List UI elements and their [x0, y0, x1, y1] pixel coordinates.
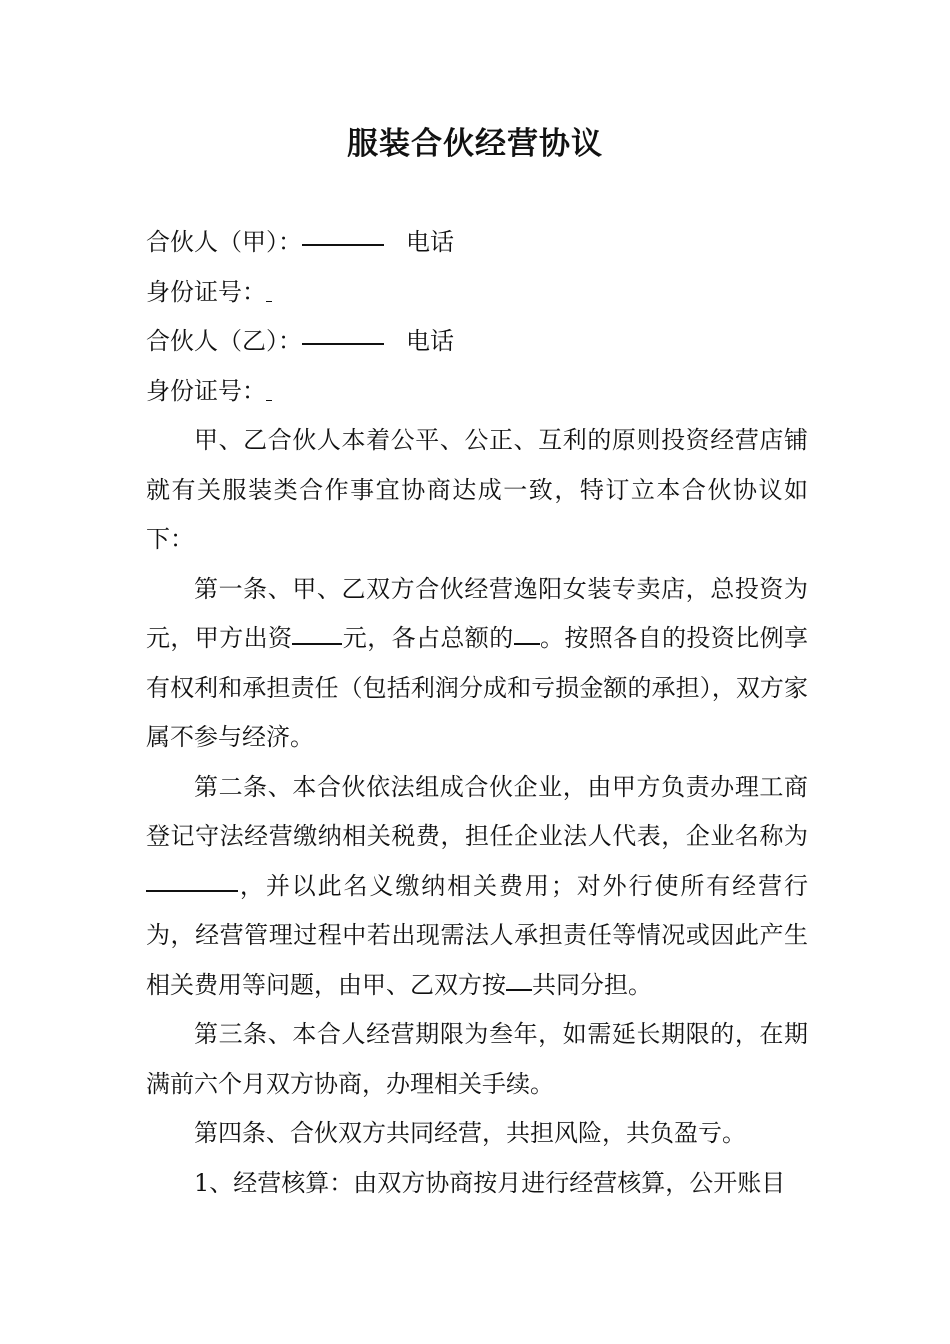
share-ratio-blank — [514, 643, 540, 645]
party-a-id-label: 身份证号： — [146, 277, 266, 306]
article-2-text-b: ，并以此名义缴纳相关费用；对外行使所有经营行为，经营管理过程中若出现需法人承担责任等情况或因此产生相关费用等问题，由甲、乙双方按 — [146, 871, 808, 999]
party-b-line — [146, 317, 808, 367]
article-2-paragraph — [146, 763, 808, 1011]
party-b-name-blank — [302, 343, 384, 345]
article-2-text-c: 共同分担。 — [532, 970, 652, 999]
party-a-label: 合伙人（甲）： — [146, 228, 302, 256]
cost-share-blank — [506, 989, 532, 991]
party-a-investment-blank — [292, 643, 342, 645]
document-body — [146, 218, 808, 1208]
party-b-id-label: 身份证号： — [146, 376, 266, 405]
company-name-blank — [146, 890, 238, 892]
article-2-text-a: 第二条、本合伙依法组成合伙企业，由甲方负责办理工商登记守法经营缴纳相关税费，担任企业法人代表，企业名称为 — [146, 772, 808, 850]
party-a-name-blank — [302, 244, 384, 246]
intro-paragraph: 甲、乙合伙人本着公平、公正、互利的原则投资经营店铺就有关服装类合作事宜协商达成一致，特订立本合伙协议如下： — [146, 426, 808, 553]
party-b-id-blank — [266, 400, 272, 401]
party-b-id-line — [146, 367, 808, 417]
document-title: 服装合伙经营协议 — [347, 126, 603, 162]
article-1-paragraph — [146, 565, 808, 763]
party-a-phone-label: 电话 — [406, 228, 454, 256]
party-a-line — [146, 218, 808, 268]
article-1-text-b: 元，各占总额的 — [342, 624, 514, 652]
article-1-text-a: 第一条、甲、乙双方合伙经营逸阳女装专卖店，总投资为元，甲方出资 — [146, 574, 808, 652]
article-4-paragraph: 第四条、合伙双方共同经营，共担风险，共负盈亏。 — [194, 1119, 746, 1147]
article-1-text-c: 。按照各自的投资比例享有权利和承担责任（包括利润分成和亏损金额的承担），双方家属不参与经济。 — [146, 624, 809, 751]
party-b-label: 合伙人（乙）： — [146, 327, 302, 355]
party-b-phone-label: 电话 — [406, 327, 454, 355]
item-1-paragraph: 1、经营核算：由双方协商按月进行经营核算，公开账目 — [194, 1168, 786, 1197]
article-3-paragraph: 第三条、本合人经营期限为叁年，如需延长期限的，在期满前六个月双方协商，办理相关手续。 — [146, 1020, 808, 1098]
party-a-id-line — [146, 268, 808, 318]
party-a-id-blank — [266, 301, 272, 302]
